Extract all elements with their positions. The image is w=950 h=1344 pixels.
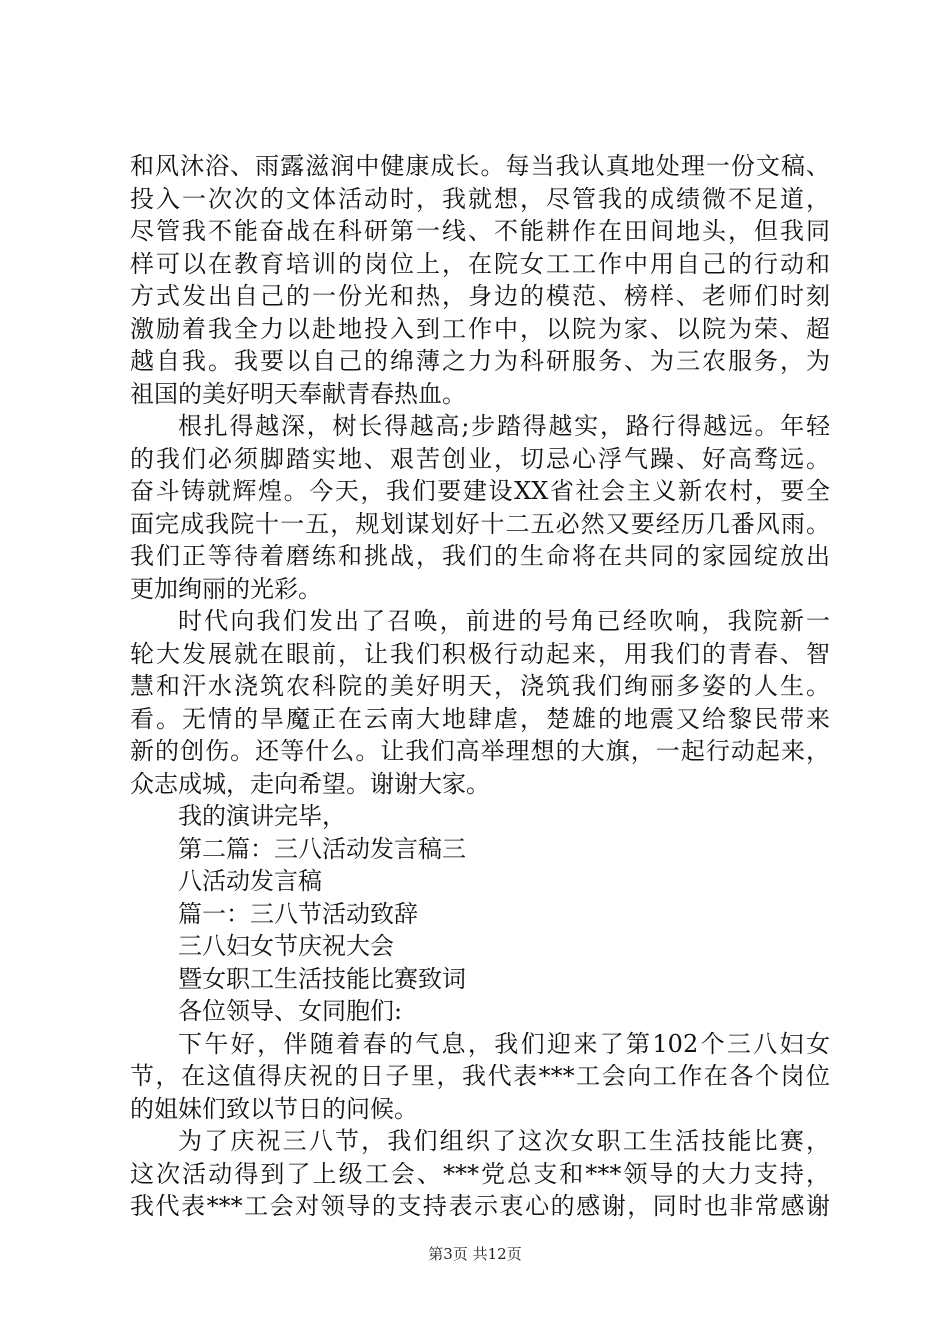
- text-line: 我们正等待着磨练和挑战，我们的生命将在共同的家园绽放出: [130, 542, 830, 570]
- text-line: 和风沐浴、雨露滋润中健康成长。每当我认真地处理一份文稿、: [130, 152, 830, 180]
- text-line: 慧和汗水浇筑农科院的美好明天，浇筑我们绚丽多姿的人生。: [130, 672, 830, 700]
- text-line: 为了庆祝三八节，我们组织了这次女职工生活技能比赛，: [178, 1127, 830, 1155]
- text-line: 轮大发展就在眼前，让我们积极行动起来，用我们的青春、智: [130, 639, 830, 668]
- document-body: [130, 150, 830, 1223]
- page-footer: 第3页 共12页: [428, 1245, 522, 1263]
- text-line: 面完成我院十一五，规划谋划好十二五必然又要经历几番风雨。: [130, 509, 830, 538]
- text-line: 方式发出自己的一份光和热，身边的模范、榜样、老师们时刻: [130, 282, 830, 310]
- text-line: 我代表***工会对领导的支持表示衷心的感谢，同时也非常感谢: [130, 1192, 830, 1220]
- text-line: 尽管我不能奋战在科研第一线、不能耕作在田间地头，但我同: [130, 217, 830, 245]
- text-line: 第二篇：三八活动发言稿三: [178, 834, 466, 863]
- text-line: 奋斗铸就辉煌。今天，我们要建设XX省社会主义新农村，要全: [130, 477, 830, 505]
- text-line: 的姐妹们致以节日的问候。: [130, 1094, 418, 1123]
- text-line: 三八妇女节庆祝大会: [178, 932, 394, 960]
- text-line: 节，在这值得庆祝的日子里，我代表***工会向工作在各个岗位: [130, 1062, 830, 1090]
- text-line: 越自我。我要以自己的绵薄之力为科研服务、为三农服务，为: [130, 347, 830, 375]
- text-line: 祖国的美好明天奉献青春热血。: [130, 379, 466, 408]
- text-line: 八活动发言稿: [178, 867, 322, 895]
- text-line: 样可以在教育培训的岗位上，在院女工工作中用自己的行动和: [130, 249, 830, 278]
- text-line: 各位领导、女同胞们:: [178, 997, 403, 1025]
- text-line: 新的创伤。还等什么。让我们高举理想的大旗，一起行动起来，: [130, 737, 830, 765]
- text-line: 众志成城，走向希望。谢谢大家。: [130, 769, 490, 798]
- text-line: 投入一次次的文体活动时，我就想，尽管我的成绩微不足道，: [130, 184, 830, 213]
- text-line: 激励着我全力以赴地投入到工作中，以院为家、以院为荣、超: [130, 314, 830, 343]
- text-line: 这次活动得到了上级工会、***党总支和***领导的大力支持，: [130, 1159, 830, 1188]
- text-line: 下午好，伴随着春的气息，我们迎来了第102个三八妇女: [178, 1029, 830, 1058]
- text-line: 我的演讲完毕，: [178, 802, 346, 830]
- text-line: 更加绚丽的光彩。: [130, 574, 322, 603]
- text-line: 篇一：三八节活动致辞: [178, 899, 418, 928]
- text-line: 时代向我们发出了召唤，前进的号角已经吹响，我院新一: [178, 607, 830, 635]
- text-line: 的我们必须脚踏实地、艰苦创业，切忌心浮气躁、好高骛远。: [130, 444, 830, 473]
- text-line: 暨女职工生活技能比赛致词: [178, 964, 466, 993]
- text-line: 根扎得越深，树长得越高;步踏得越实，路行得越远。年轻: [178, 412, 830, 440]
- text-line: 看。无情的旱魔正在云南大地肆虐，楚雄的地震又给黎民带来: [130, 704, 830, 733]
